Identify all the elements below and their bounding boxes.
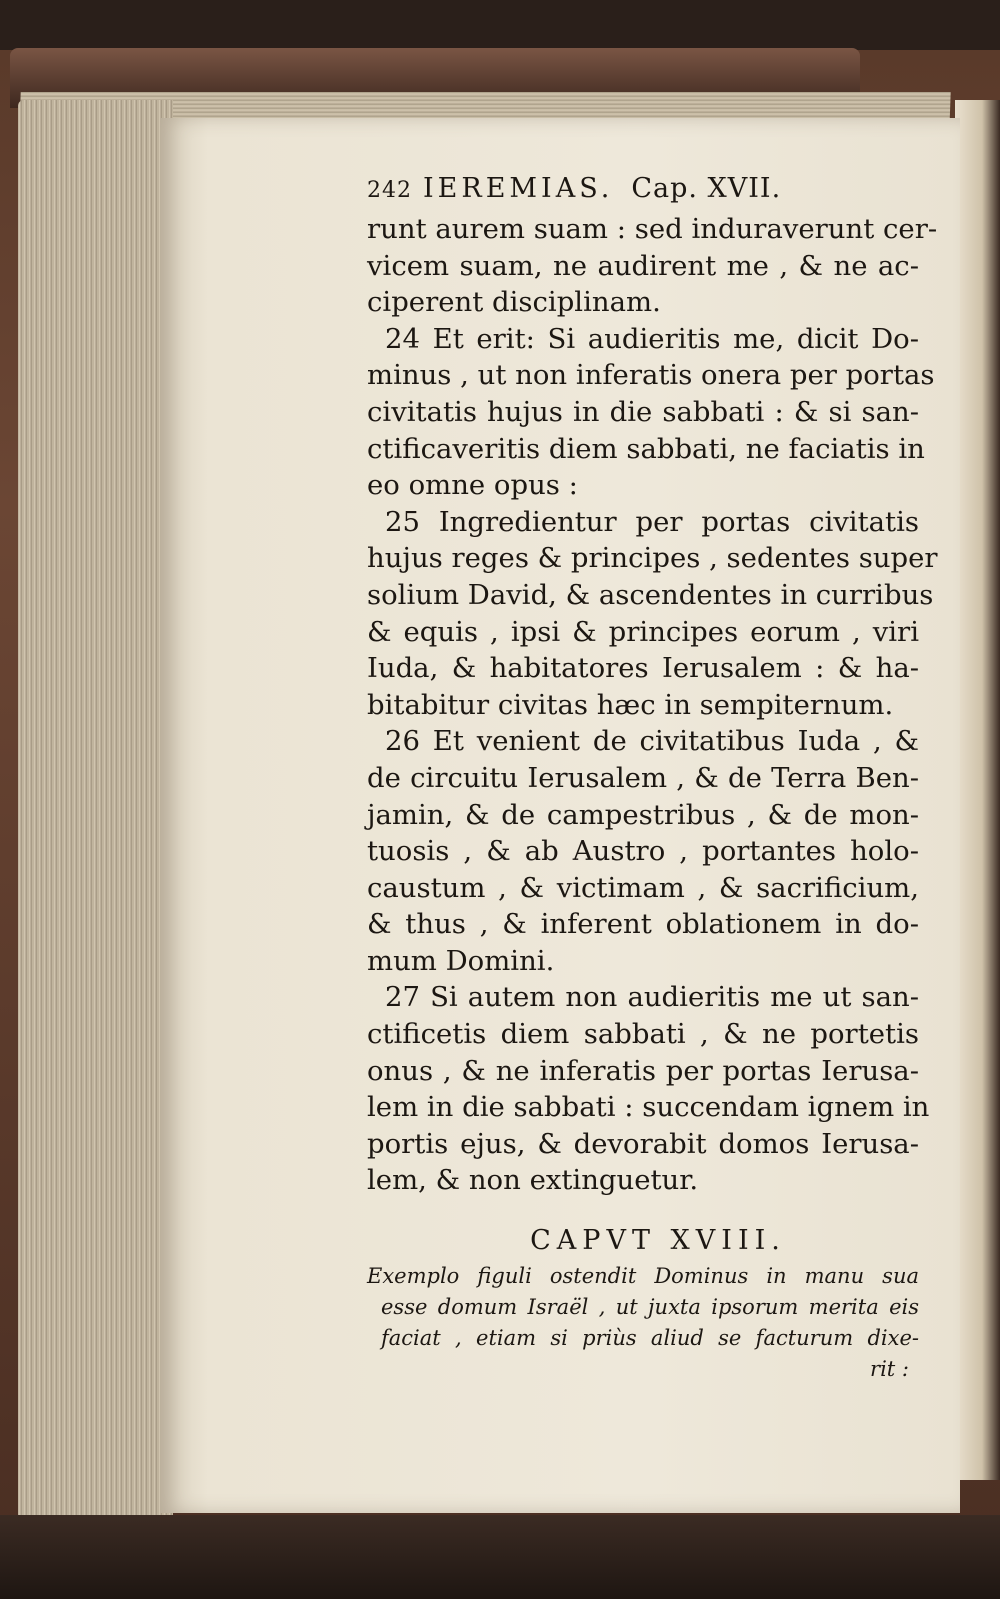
book-title: IEREMIAS. xyxy=(423,173,614,204)
text-line: & thus , & inferent oblationem in do- xyxy=(367,908,919,941)
text-line: vicem suam, ne audirent me , & ne ac- xyxy=(367,249,919,282)
summary-line: Exemplo figuli ostendit Dominus in manu sua xyxy=(367,1264,919,1289)
running-head xyxy=(367,173,919,211)
text-line: caustum , & victimam , & sacrificium, xyxy=(367,871,919,904)
summary-line: esse domum Israël , ut juxta ipsorum merita eis xyxy=(381,1295,919,1320)
table-shadow xyxy=(0,1515,1000,1599)
text-line: minus , ut non inferatis onera per portas xyxy=(367,359,935,392)
verse-24-start: 24 Et erit: Si audieritis me, dicit Do- xyxy=(385,322,919,355)
verse-25-start: 25 Ingredientur per portas civitatis xyxy=(385,505,919,538)
verse-27-start: 27 Si autem non audieritis me ut san- xyxy=(385,981,919,1014)
page-text xyxy=(367,173,938,1385)
page-number: 242 xyxy=(367,178,412,203)
text-line: bitabitur civitas hæc in sempiternum. xyxy=(367,688,894,721)
text-line: runt aurem suam : sed induraverunt cer- xyxy=(367,213,938,245)
summary-line: faciat , etiam si priùs aliud se facturum dixe- xyxy=(381,1326,919,1351)
text-line: jamin, & de campestribus , & de mon- xyxy=(367,798,919,831)
text-line: lem in die sabbati : succendam ignem in xyxy=(367,1091,930,1124)
text-line: mum Domini. xyxy=(367,944,555,977)
chapter-heading: CAPVT XVIII. xyxy=(530,1225,786,1257)
facing-page-edge xyxy=(955,100,1000,1480)
text-line: lem, & non extinguetur. xyxy=(367,1164,699,1197)
text-line: portis ejus, & devorabit domos Ierusa- xyxy=(367,1127,919,1160)
text-line: ciperent disciplinam. xyxy=(367,286,661,319)
text-line: de circuitu Ierusalem , & de Terra Ben- xyxy=(367,761,919,794)
text-line: hujus reges & principes , sedentes super xyxy=(367,542,938,575)
verse-26-start: 26 Et venient de civitatibus Iuda , & xyxy=(385,725,919,758)
page-block-fore-edge xyxy=(18,100,173,1520)
text-line: & equis , ipsi & principes eorum , viri xyxy=(367,615,919,648)
text-line: ctificaveritis diem sabbati, ne faciatis in xyxy=(367,432,925,465)
text-line: eo omne opus : xyxy=(367,469,578,502)
summary-line: rit : xyxy=(870,1357,909,1382)
text-line: Iuda, & habitatores Ierusalem : & ha- xyxy=(367,652,919,685)
text-line: ctificetis diem sabbati , & ne portetis xyxy=(367,1018,919,1051)
text-line: solium David, & ascendentes in curribus xyxy=(367,578,934,611)
text-line: onus , & ne inferatis per portas Ierusa- xyxy=(367,1054,919,1087)
chapter-summary xyxy=(367,1261,919,1385)
chapter-label: Cap. XVII. xyxy=(631,173,782,204)
text-line: tuosis , & ab Austro , portantes holo- xyxy=(367,835,919,868)
text-line: civitatis hujus in die sabbati : & si san- xyxy=(367,395,919,428)
